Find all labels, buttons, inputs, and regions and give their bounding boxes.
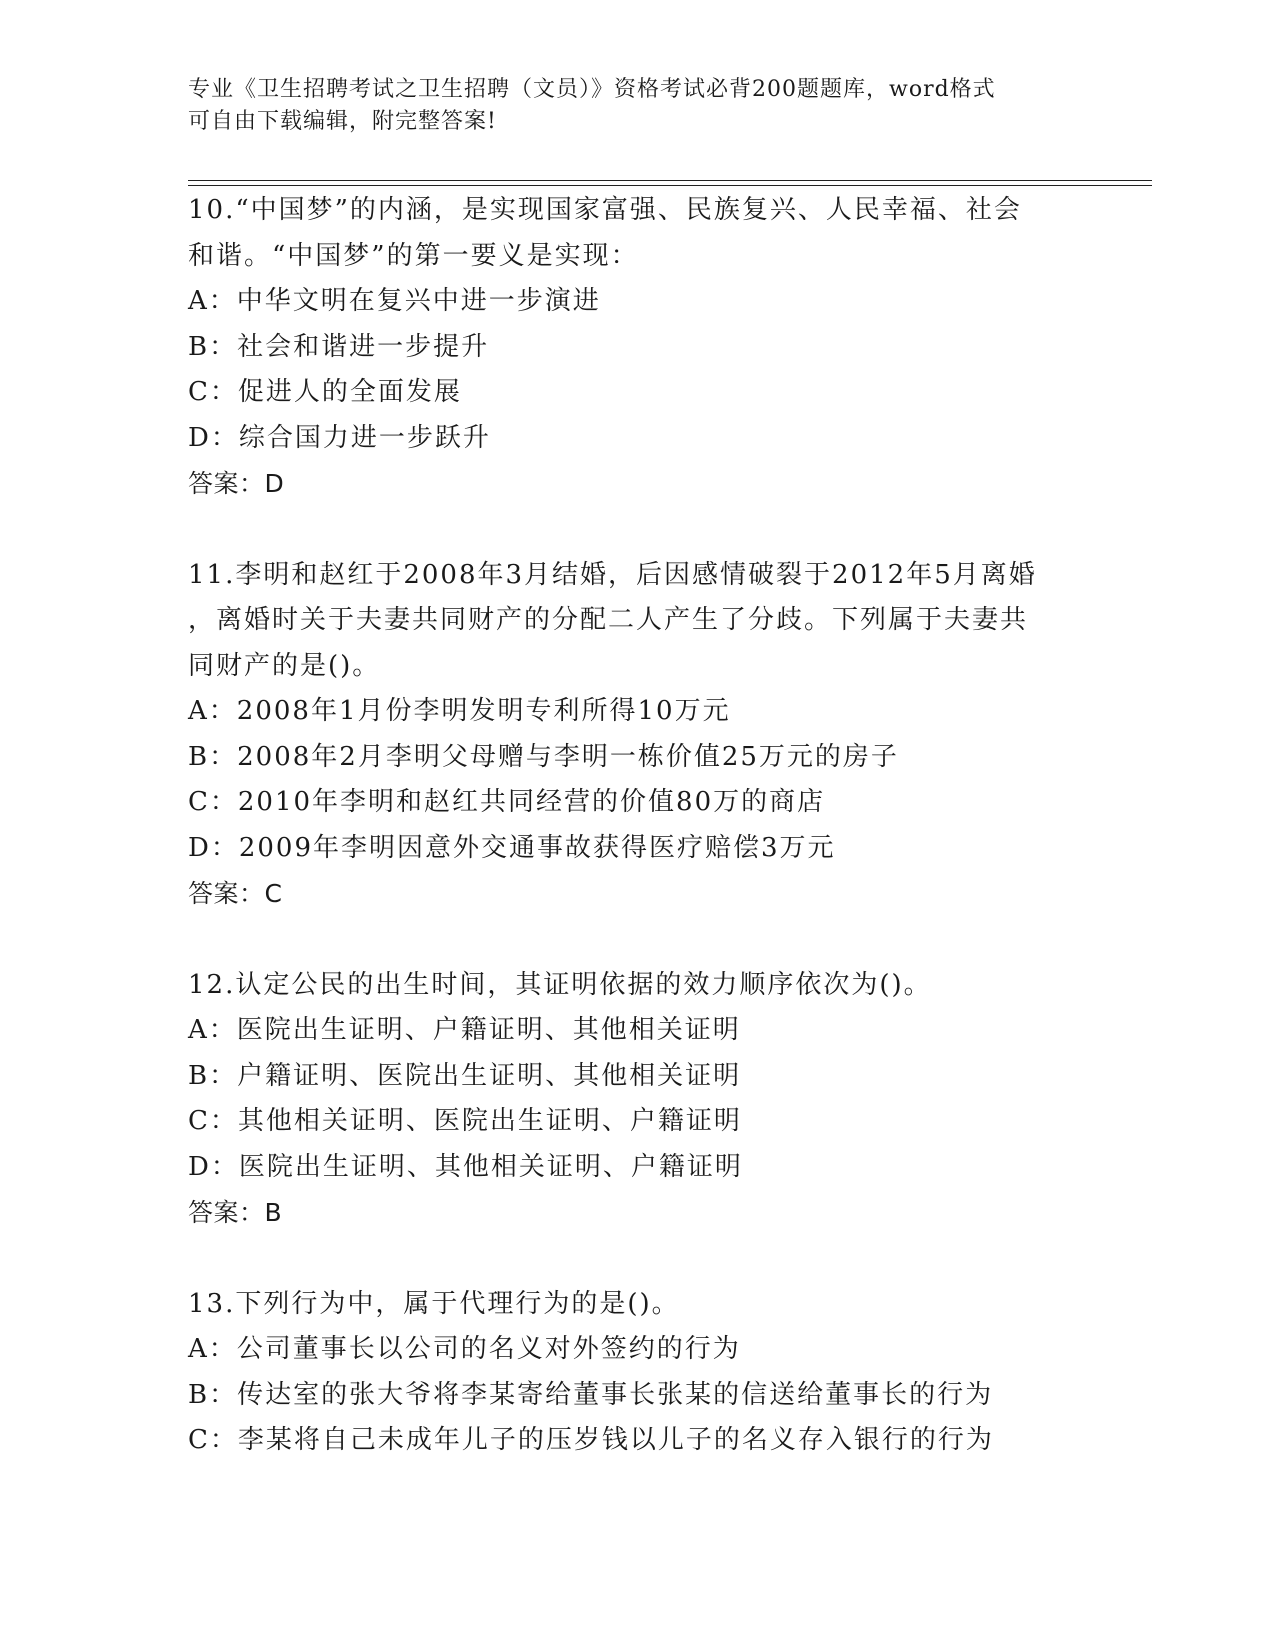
option-d: D：医院出生证明、其他相关证明、户籍证明 xyxy=(188,1151,743,1182)
header-line-1: 专业《卫生招聘考试之卫生招聘（文员）》资格考试必背200题题库，word格式 xyxy=(188,77,996,102)
option-c: C：2010年李明和赵红共同经营的价值80万的商店 xyxy=(188,787,826,817)
header-line-2: 可自由下载编辑，附完整答案! xyxy=(188,109,497,134)
option-c: C：其他相关证明、医院出生证明、户籍证明 xyxy=(188,1106,742,1136)
option-b: B：2008年2月李明父母赠与李明一栋价值25万元的房子 xyxy=(188,741,899,772)
answer-text: 答案：B xyxy=(188,1198,283,1227)
answer-text: 答案：D xyxy=(188,469,285,498)
option-b: B：户籍证明、医院出生证明、其他相关证明 xyxy=(188,1060,742,1091)
question-stem-line: 和谐。“中国梦”的第一要义是实现： xyxy=(188,240,639,271)
question-stem-line: 10.“中国梦”的内涵，是实现国家富强、民族复兴、人民幸福、社会 xyxy=(188,195,1022,225)
option-a: A：公司董事长以公司的名义对外签约的行为 xyxy=(188,1334,741,1364)
question-13 xyxy=(188,1282,1088,1464)
option-c: C：李某将自己未成年儿子的压岁钱以儿子的名义存入银行的行为 xyxy=(188,1425,994,1455)
option-a: A：2008年1月份李明发明专利所得10万元 xyxy=(188,696,731,726)
option-d: D：2009年李明因意外交通事故获得医疗赔偿3万元 xyxy=(188,832,836,863)
question-12 xyxy=(188,963,1088,1236)
document-header xyxy=(188,74,1088,138)
answer-text: 答案：C xyxy=(188,879,283,908)
question-list xyxy=(188,188,1088,1464)
option-c: C：促进人的全面发展 xyxy=(188,377,462,407)
option-d: D：综合国力进一步跃升 xyxy=(188,422,491,453)
question-stem-line: 13.下列行为中，属于代理行为的是()。 xyxy=(188,1288,680,1319)
question-11 xyxy=(188,553,1088,917)
option-b: B：社会和谐进一步提升 xyxy=(188,331,490,362)
header-divider-bottom xyxy=(188,185,1152,186)
question-10 xyxy=(188,188,1088,507)
question-stem-line: 同财产的是()。 xyxy=(188,650,381,681)
question-stem-line: 11.李明和赵红于2008年3月结婚，后因感情破裂于2012年5月离婚 xyxy=(188,559,1037,590)
option-a: A：中华文明在复兴中进一步演进 xyxy=(188,286,601,316)
header-divider-top xyxy=(188,180,1152,181)
question-stem-line: 12.认定公民的出生时间，其证明依据的效力顺序依次为()。 xyxy=(188,969,932,1000)
option-b: B：传达室的张大爷将李某寄给董事长张某的信送给董事长的行为 xyxy=(188,1379,994,1410)
option-a: A：医院出生证明、户籍证明、其他相关证明 xyxy=(188,1015,741,1045)
question-stem-line: ，离婚时关于夫妻共同财产的分配二人产生了分歧。下列属于夫妻共 xyxy=(188,605,1029,635)
